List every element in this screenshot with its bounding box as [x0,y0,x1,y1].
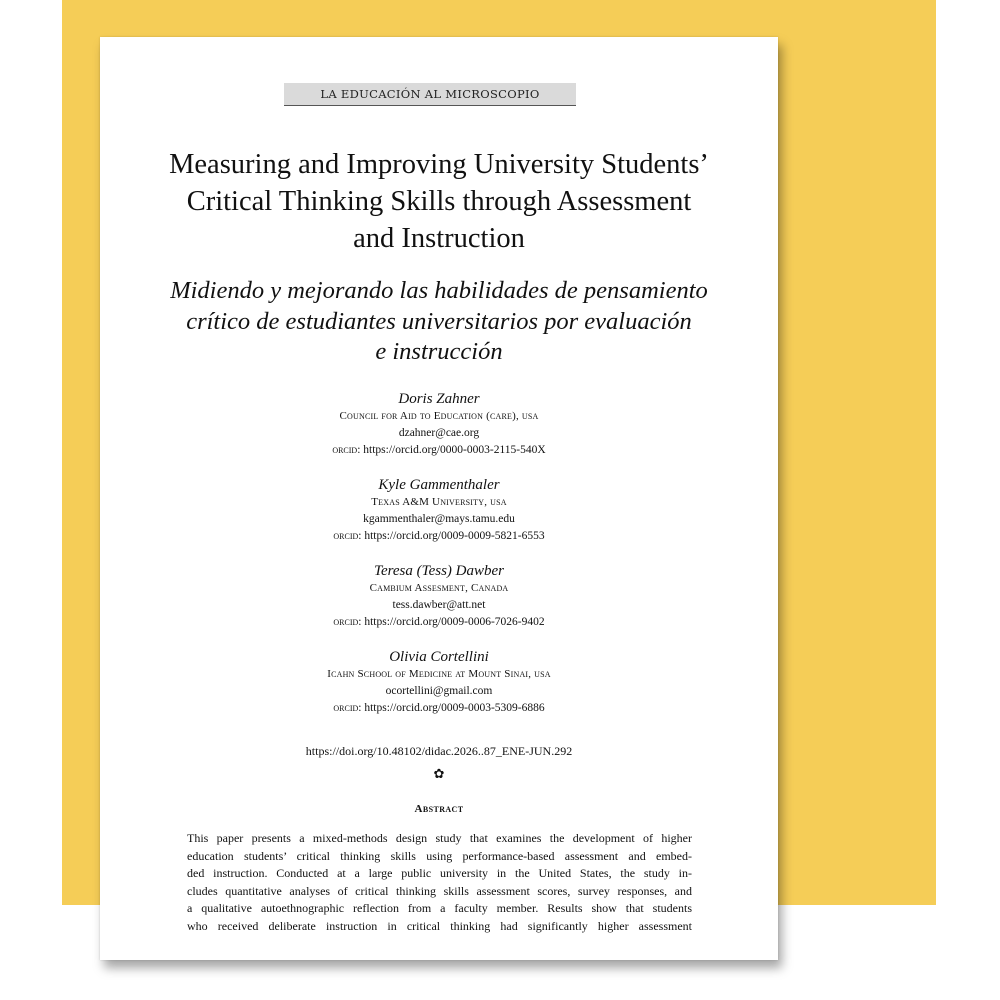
orcid-link[interactable]: https://orcid.org/0009-0003-5309-6886 [364,702,545,714]
subtitle-line: e instrucción [375,338,503,365]
author-block [100,648,778,717]
author-name: Olivia Cortellini [389,649,489,665]
orcid-label: orcid: [332,444,361,456]
title-line: Measuring and Improving University Students’ [169,149,709,180]
flower-ornament-icon: ✿ [433,767,445,782]
author-email[interactable]: ocortellini@gmail.com [385,685,493,697]
doi-link[interactable]: https://doi.org/10.48102/didac.2026..87_ENE-JUN.292 [305,744,573,758]
author-affiliation: Texas A&M University, usa [371,496,507,508]
orcid-label: orcid: [333,616,362,628]
orcid-label: orcid: [333,530,362,542]
abstract-line: cludes quantitative analyses of critical thinking skills assessment scores, survey responses, and [187,883,692,898]
author-block [100,390,778,459]
paper-page [100,37,778,960]
subtitle-line: crítico de estudiantes universitarios por evaluación [186,307,692,335]
author-block [100,476,778,545]
abstract-line: This paper presents a mixed-methods design study that examines the development of higher [187,831,692,845]
orcid-link[interactable]: https://orcid.org/0009-0006-7026-9402 [364,616,545,628]
abstract-body [187,830,692,935]
author-affiliation: Council for Aid to Education (care), usa [339,410,539,422]
author-email[interactable]: dzahner@cae.org [398,427,480,439]
title-line: Critical Thinking Skills through Assessment [186,186,692,217]
abstract-line: who received deliberate instruction in critical thinking had significantly higher assessment [187,918,692,933]
section-label: LA EDUCACIÓN AL MICROSCOPIO [284,83,576,106]
abstract-line: education students’ critical thinking skills using performance-based assessment and embed- [187,848,692,863]
author-orcid [100,614,778,631]
author-block [100,562,778,631]
abstract-line: ded instruction. Conducted at a large public university in the United States, the study in- [187,866,692,880]
abstract-heading: Abstract [414,803,464,815]
paper-title [110,146,768,257]
author-name: Kyle Gammenthaler [378,477,500,493]
orcid-link[interactable]: https://orcid.org/0000-0003-2115-540X [363,444,546,456]
author-name: Doris Zahner [398,391,480,407]
author-name: Teresa (Tess) Dawber [373,563,505,579]
orcid-link[interactable]: https://orcid.org/0009-0009-5821-6553 [364,530,545,542]
author-orcid [100,442,778,459]
orcid-label: orcid: [333,702,362,714]
author-orcid [100,700,778,717]
paper-subtitle [120,276,758,368]
title-line: and Instruction [353,223,525,254]
author-email[interactable]: kgammenthaler@mays.tamu.edu [363,513,515,525]
author-orcid [100,528,778,545]
author-affiliation: Icahn School of Medicine at Mount Sinai, usa [327,668,551,680]
abstract-line: a qualitative autoethnographic reflection from a faculty member. Results show that students [187,901,692,915]
author-affiliation: Cambium Assesment, Canada [369,582,509,594]
subtitle-line: Midiendo y mejorando las habilidades de pensamiento [170,277,708,304]
author-email[interactable]: tess.dawber@att.net [392,599,486,611]
